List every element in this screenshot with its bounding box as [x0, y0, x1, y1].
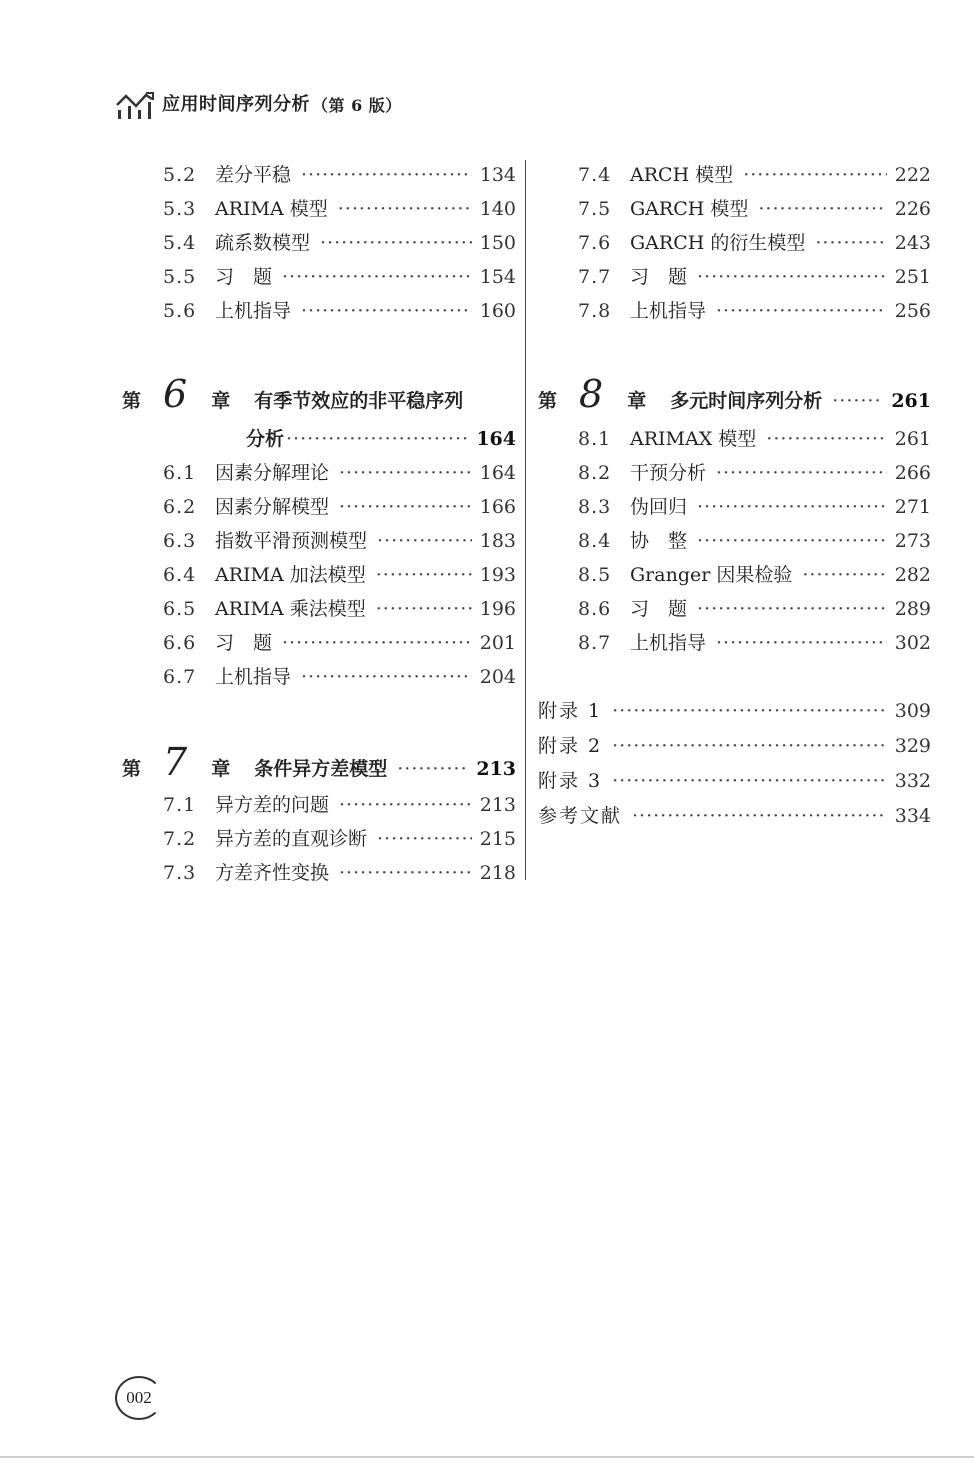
leader-dots — [612, 735, 887, 757]
chapter-heading[interactable] — [122, 740, 516, 784]
page-ref: 289 — [894, 598, 931, 620]
toc-entry[interactable] — [578, 424, 931, 451]
section-number: 5.4 — [163, 232, 197, 254]
page-ref: 164 — [476, 428, 516, 450]
chapter-label-pre: 第 — [122, 758, 142, 780]
page-ref: 134 — [479, 164, 516, 186]
toc-appendix-entry[interactable] — [538, 731, 931, 758]
toc-entry[interactable] — [163, 262, 516, 289]
toc-appendix-entry[interactable] — [538, 766, 931, 793]
toc-entry[interactable] — [578, 160, 931, 187]
section-number: 7.2 — [163, 828, 197, 850]
leader-dots — [377, 828, 472, 850]
book-title: 应用时间序列分析 — [162, 94, 310, 115]
page-ref: 273 — [894, 530, 931, 552]
page-ref: 140 — [479, 198, 516, 220]
leader-dots — [716, 462, 887, 484]
page-ref: 302 — [894, 632, 931, 654]
toc-entry[interactable] — [163, 662, 516, 689]
section-number: 7.6 — [578, 232, 612, 254]
section-number: 5.5 — [163, 266, 197, 288]
chapter-heading[interactable] — [538, 372, 931, 416]
section-number: 6.2 — [163, 496, 197, 518]
leader-dots — [301, 164, 472, 186]
page-ref: 215 — [479, 828, 516, 850]
chapter-number: 6 — [163, 372, 188, 416]
section-title: 上机指导 — [630, 632, 707, 654]
section-title: ARIMAX 模型 — [630, 428, 757, 450]
chapter-number: 7 — [163, 740, 188, 784]
section-number: 6.1 — [163, 462, 197, 484]
chapter-number: 8 — [579, 372, 604, 416]
page-ref: 334 — [894, 805, 931, 827]
section-title: 指数平滑预测模型 — [215, 530, 368, 552]
section-title: Granger 因果检验 — [630, 564, 793, 586]
page-ref: 309 — [894, 700, 931, 722]
section-title: 差分平稳 — [215, 164, 292, 186]
toc-entry[interactable] — [578, 628, 931, 655]
leader-dots — [376, 598, 472, 620]
column-divider — [525, 160, 526, 880]
page-ref: 193 — [479, 564, 516, 586]
page-ref: 150 — [479, 232, 516, 254]
section-number: 8.6 — [578, 598, 612, 620]
page-ref: 271 — [894, 496, 931, 518]
toc-entry[interactable] — [163, 858, 516, 885]
chapter-label-pre: 第 — [122, 390, 142, 412]
toc-entry[interactable] — [163, 458, 516, 485]
section-title: ARIMA 加法模型 — [215, 564, 366, 586]
page-ref: 201 — [479, 632, 516, 654]
appendix-title: 附录 3 — [538, 770, 603, 792]
leader-dots — [301, 666, 472, 688]
section-number: 8.1 — [578, 428, 612, 450]
section-number: 7.4 — [578, 164, 612, 186]
leader-dots — [815, 232, 886, 254]
chapter-label-pre: 第 — [538, 390, 558, 412]
leader-dots — [397, 758, 468, 780]
toc-entry[interactable] — [578, 458, 931, 485]
leader-dots — [743, 164, 887, 186]
leader-dots — [697, 598, 887, 620]
toc-entry[interactable] — [578, 228, 931, 255]
section-number: 7.1 — [163, 794, 197, 816]
section-number: 6.6 — [163, 632, 197, 654]
section-number: 7.3 — [163, 862, 197, 884]
toc-entry[interactable] — [578, 262, 931, 289]
leader-dots — [338, 198, 472, 220]
section-title: GARCH 的衍生模型 — [630, 232, 806, 254]
chapter-title: 有季节效应的非平稳序列 — [254, 390, 464, 412]
toc-entry[interactable] — [578, 594, 931, 621]
section-title: 习 题 — [630, 266, 688, 288]
bottom-edge-line — [0, 1456, 974, 1458]
toc-entry[interactable] — [578, 560, 931, 587]
page-ref: 154 — [479, 266, 516, 288]
section-title: GARCH 模型 — [630, 198, 749, 220]
toc-entry[interactable] — [578, 526, 931, 553]
toc-entry[interactable] — [163, 790, 516, 817]
section-number: 7.5 — [578, 198, 612, 220]
section-title: 习 题 — [215, 266, 273, 288]
leader-dots — [376, 564, 472, 586]
toc-entry[interactable] — [163, 492, 516, 519]
chapter-heading[interactable] — [122, 372, 492, 416]
chapter-label-post: 章 — [627, 390, 647, 412]
section-number: 7.8 — [578, 300, 612, 322]
page-ref: 332 — [894, 770, 931, 792]
section-title: 异方差的问题 — [215, 794, 330, 816]
section-title: 方差齐性变换 — [215, 862, 330, 884]
page-ref: 204 — [479, 666, 516, 688]
chapter-label-post: 章 — [211, 390, 231, 412]
toc-appendix-entry[interactable] — [538, 801, 931, 828]
running-header — [116, 84, 402, 120]
page-ref: 196 — [479, 598, 516, 620]
toc-entry[interactable] — [578, 492, 931, 519]
toc-entry[interactable] — [163, 194, 516, 221]
section-number: 6.3 — [163, 530, 197, 552]
chapter-title: 多元时间序列分析 — [670, 390, 823, 412]
page-ref: 160 — [479, 300, 516, 322]
leader-dots — [377, 530, 472, 552]
page-ref: 164 — [479, 462, 516, 484]
section-title: 上机指导 — [630, 300, 707, 322]
leader-dots — [697, 266, 887, 288]
leader-dots — [832, 390, 883, 412]
section-title: 协 整 — [630, 530, 688, 552]
page-ref: 329 — [894, 735, 931, 757]
trend-chart-icon — [116, 90, 156, 120]
edition-label: （第 6 版） — [312, 96, 402, 115]
leader-dots — [612, 770, 887, 792]
section-number: 7.7 — [578, 266, 612, 288]
appendix-title: 参考文献 — [538, 805, 623, 827]
toc-entry[interactable] — [163, 824, 516, 851]
leader-dots — [339, 862, 472, 884]
toc-entry[interactable] — [163, 628, 516, 655]
page-ref: 213 — [476, 758, 516, 780]
toc-appendix-entry[interactable] — [538, 696, 931, 723]
leader-dots — [766, 428, 886, 450]
section-title: 因素分解模型 — [215, 496, 330, 518]
page-ref: 266 — [894, 462, 931, 484]
toc-entry[interactable] — [578, 296, 931, 323]
chapter-title-continued: 分析 — [246, 428, 285, 450]
section-number: 5.6 — [163, 300, 197, 322]
page-ref: 222 — [894, 164, 931, 186]
page-ref: 261 — [894, 428, 931, 450]
leader-dots — [697, 530, 887, 552]
section-number: 8.7 — [578, 632, 612, 654]
page-ref: 166 — [479, 496, 516, 518]
section-number: 8.5 — [578, 564, 612, 586]
section-number: 6.5 — [163, 598, 197, 620]
page-ref: 251 — [894, 266, 931, 288]
page-ref: 213 — [479, 794, 516, 816]
appendix-title: 附录 1 — [538, 700, 603, 722]
section-title: 干预分析 — [630, 462, 707, 484]
section-title: 习 题 — [215, 632, 273, 654]
leader-dots — [320, 232, 472, 254]
page-ref: 282 — [894, 564, 931, 586]
section-number: 8.3 — [578, 496, 612, 518]
section-number: 8.4 — [578, 530, 612, 552]
section-number: 8.2 — [578, 462, 612, 484]
section-title: 伪回归 — [630, 496, 688, 518]
leader-dots — [802, 564, 886, 586]
section-title: ARCH 模型 — [630, 164, 734, 186]
toc-entry[interactable] — [163, 160, 516, 187]
page-number: 002 — [115, 1376, 163, 1420]
appendix-title: 附录 2 — [538, 735, 603, 757]
page-ref: 256 — [894, 300, 931, 322]
page-ref: 261 — [891, 390, 931, 412]
section-title: 习 题 — [630, 598, 688, 620]
toc-entry[interactable] — [163, 560, 516, 587]
chapter-label-post: 章 — [211, 758, 231, 780]
leader-dots — [758, 198, 886, 220]
leader-dots — [697, 496, 887, 518]
toc-entry[interactable] — [163, 296, 516, 323]
toc-entry[interactable] — [163, 594, 516, 621]
toc-entry[interactable] — [163, 526, 516, 553]
section-number: 5.3 — [163, 198, 197, 220]
leader-dots — [716, 300, 887, 322]
section-title: 上机指导 — [215, 666, 292, 688]
toc-entry[interactable] — [163, 228, 516, 255]
section-title: 异方差的直观诊断 — [215, 828, 368, 850]
section-title: 疏系数模型 — [215, 232, 311, 254]
page-ref: 183 — [479, 530, 516, 552]
leader-dots — [282, 266, 472, 288]
leader-dots — [716, 632, 887, 654]
page-ref: 226 — [894, 198, 931, 220]
section-title: 上机指导 — [215, 300, 292, 322]
chapter-title: 条件异方差模型 — [254, 758, 388, 780]
section-title: ARIMA 模型 — [215, 198, 328, 220]
chapter-heading-continued[interactable] — [246, 424, 516, 451]
section-number: 6.7 — [163, 666, 197, 688]
leader-dots — [339, 496, 472, 518]
leader-dots — [339, 794, 472, 816]
section-title: 因素分解理论 — [215, 462, 330, 484]
leader-dots — [301, 300, 472, 322]
toc-entry[interactable] — [578, 194, 931, 221]
section-number: 6.4 — [163, 564, 197, 586]
leader-dots — [632, 805, 887, 827]
page-ref: 218 — [479, 862, 516, 884]
page-ref: 243 — [894, 232, 931, 254]
section-title: ARIMA 乘法模型 — [215, 598, 366, 620]
leader-dots — [286, 428, 468, 450]
section-number: 5.2 — [163, 164, 197, 186]
leader-dots — [612, 700, 887, 722]
leader-dots — [339, 462, 472, 484]
leader-dots — [282, 632, 472, 654]
